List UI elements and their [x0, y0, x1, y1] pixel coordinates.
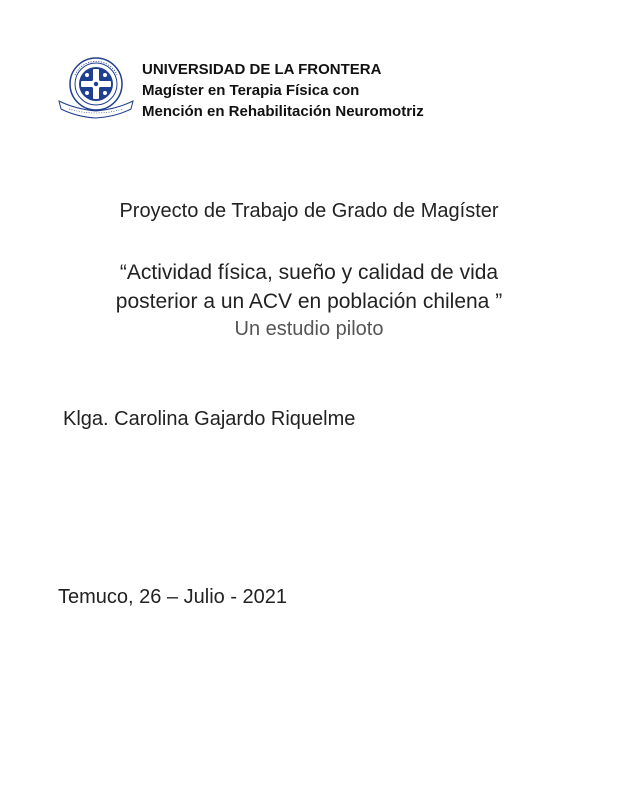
program-line-2: Mención en Rehabilitación Neuromotriz: [142, 103, 424, 120]
place-and-date: Temuco, 26 – Julio - 2021: [58, 586, 288, 608]
title-line-2: posterior a un ACV en población chilena ”: [115, 290, 503, 313]
title-line-1: “Actividad física, sueño y calidad de vida: [119, 261, 499, 284]
institution-name: UNIVERSIDAD DE LA FRONTERA: [142, 61, 382, 78]
university-seal-icon: [55, 55, 137, 119]
program-line-1: Magíster en Terapia Física con: [142, 82, 360, 99]
thesis-title: [0, 258, 618, 316]
thesis-subtitle: Un estudio piloto: [234, 318, 384, 340]
header-block: [142, 59, 424, 122]
project-type: Proyecto de Trabajo de Grado de Magíster: [119, 200, 499, 222]
author-name: Klga. Carolina Gajardo Riquelme: [63, 408, 356, 430]
